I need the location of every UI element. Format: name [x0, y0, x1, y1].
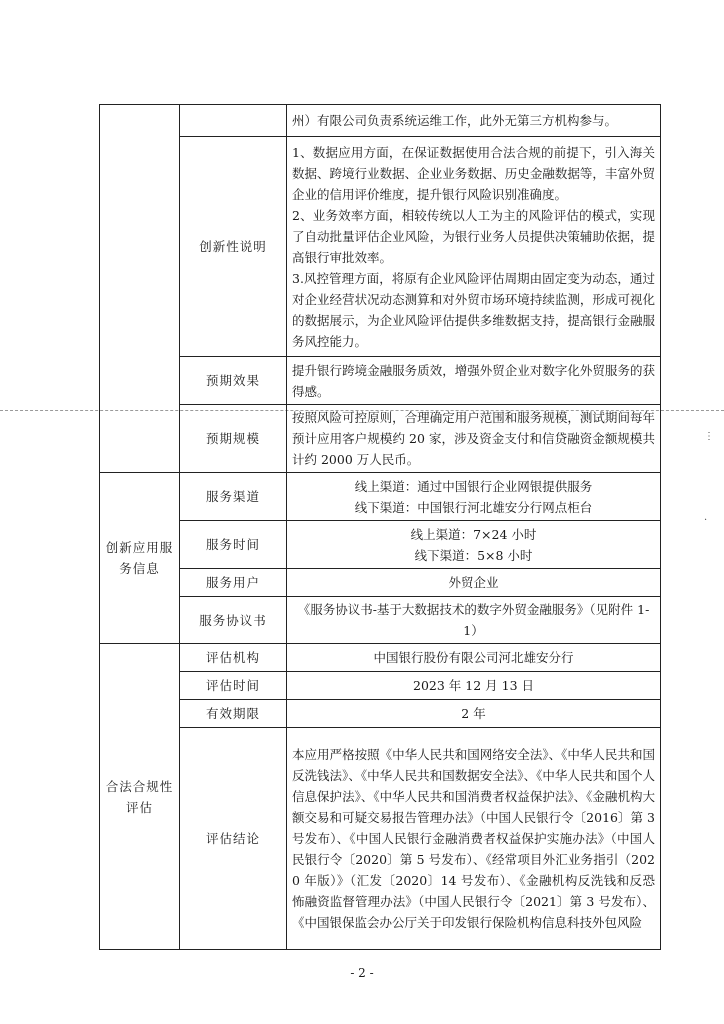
effect-text: 提升银行跨境金融服务质效，增强外贸企业对数字化外贸服务的获得感。 — [287, 357, 661, 405]
conclusion-text: 本应用严格按照《中华人民共和国网络安全法》、《中华人民共和国反洗钱法》、《中华人民共和国数据安全法》、《中华人民共和国个人信息保护法》、《中华人民共和国消费者权益保护法》、《金融机构大额交易和可疑交易报告管理办法》（中国人民银行令〔2016〕第 3 号发布）、《中国人民银行金融消费者权益保护实施办法》（中国人民银行令〔2020〕第 5 号发布）、《经常项目外汇业务指引（2020 年版）》（汇发〔2020〕14 号发布）、《金融机构反洗钱和反恐怖融资监督管理办法》（中国人民银行令〔2021〕第 3 号发布）、《中国银保监会办公厅关于印发银行保险机构信息科技外包风险 — [287, 728, 661, 950]
channel-offline: 线下渠道：中国银行河北雄安分行网点柜台 — [354, 499, 593, 515]
scan-mark-1: ⋮ — [704, 431, 714, 442]
application-info-table — [99, 104, 661, 950]
scan-edge-marks — [704, 430, 722, 598]
scale-text: 按照风险可控原则，合理确定用户范围和服务规模，测试期间每年预计应用客户规模约 20 家，涉及资金支付和信贷融资金额规模共计约 2000 万人民币。 — [287, 405, 661, 473]
agreement-text: 《服务协议书-基于大数据技术的数字外贸金融服务》（见附件 1-1） — [287, 597, 661, 644]
scan-mark-2: · — [704, 515, 708, 526]
compliance-label: 合法合规性评估 — [100, 644, 180, 950]
time-label: 服务时间 — [180, 521, 287, 569]
table-row-ops — [100, 105, 661, 137]
table-row-agreement — [100, 597, 661, 644]
agreement-label: 服务协议书 — [180, 597, 287, 644]
service-info-label: 创新应用服务信息 — [100, 473, 180, 644]
validity-label: 有效期限 — [180, 700, 287, 728]
channel-online: 线上渠道：通过中国银行企业网银提供服务 — [354, 478, 593, 494]
innovation-paragraph-1: 1、数据应用方面，在保证数据使用合法合规的前提下，引入海关数据、跨境行业数据、企业业务数据、历史金融数据等，丰富外贸企业的信用评价维度，提升银行风险识别准确度。 — [292, 144, 655, 202]
date-label: 评估时间 — [180, 672, 287, 700]
table-row-date — [100, 672, 661, 700]
conclusion-label: 评估结论 — [180, 728, 287, 950]
innovation-paragraph-3: 3.风控管理方面，将原有企业风险评估周期由固定变为动态，通过对企业经营状况动态测算和对外贸市场环境持续监测，形成可视化的数据展示，为企业风险评估提供多维数据支持，提高银行金融服务风控能力。 — [292, 270, 655, 349]
effect-label: 预期效果 — [180, 357, 287, 405]
table-row-validity — [100, 700, 661, 728]
channel-content — [287, 473, 661, 521]
table-row-channel — [100, 473, 661, 521]
innovation-paragraph-2: 2、业务效率方面，相较传统以人工为主的风险评估的模式，实现了自动批量评估企业风险，为银行业务人员提供决策辅助依据，提高银行审批效率。 — [292, 207, 655, 265]
date-text: 2023 年 12 月 13 日 — [287, 672, 661, 700]
validity-text: 2 年 — [287, 700, 661, 728]
org-text: 中国银行股份有限公司河北雄安分行 — [287, 644, 661, 672]
time-offline: 线下渠道：5×8 小时 — [414, 547, 533, 563]
table-row-users — [100, 569, 661, 597]
table-row-conclusion — [100, 728, 661, 950]
innovation-label: 创新性说明 — [180, 137, 287, 357]
time-online: 线上渠道：7×24 小时 — [410, 526, 537, 542]
row-label-empty — [180, 105, 287, 137]
table-row-time — [100, 521, 661, 569]
org-label: 评估机构 — [180, 644, 287, 672]
channel-label: 服务渠道 — [180, 473, 287, 521]
innovation-content — [287, 137, 661, 357]
table-row-effect — [100, 357, 661, 405]
section-label-cell-top — [100, 105, 180, 473]
scale-label: 预期规模 — [180, 405, 287, 473]
time-content — [287, 521, 661, 569]
users-text: 外贸企业 — [287, 569, 661, 597]
table-row-innovation — [100, 137, 661, 357]
table-row-scale — [100, 405, 661, 473]
page-number: - 2 - — [350, 966, 374, 980]
table-row-org — [100, 644, 661, 672]
ops-text: 州）有限公司负责系统运维工作，此外无第三方机构参与。 — [287, 105, 661, 137]
users-label: 服务用户 — [180, 569, 287, 597]
